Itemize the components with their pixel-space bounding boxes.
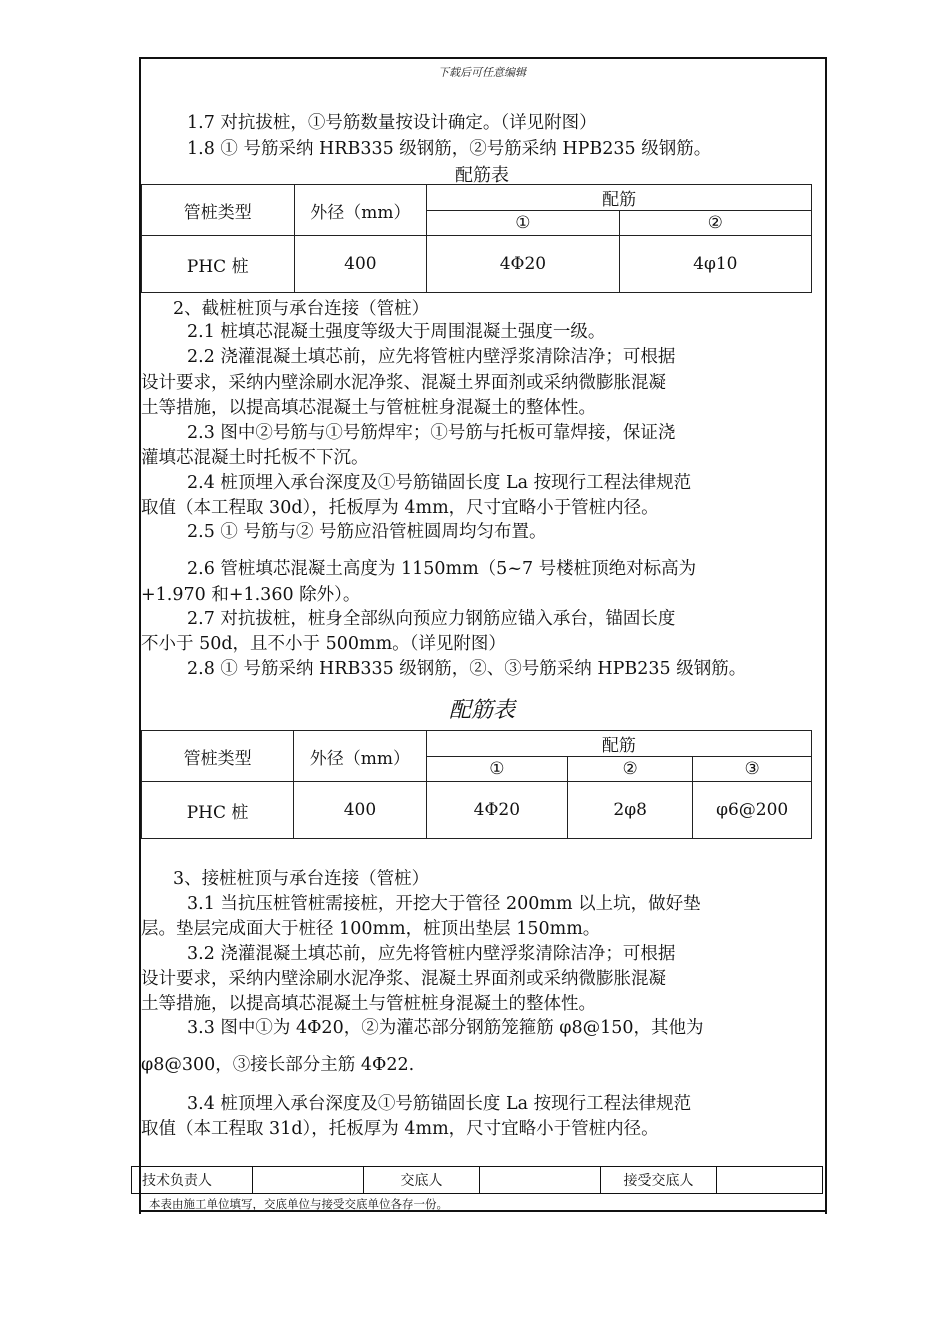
- footer-note: 本表由施工单位填写，交底单位与接受交底单位各存一份。: [149, 1197, 448, 1211]
- text-line: 设计要求，采纳内壁涂刷水泥净浆、混凝土界面剂或采纳微膨胀混凝: [141, 373, 666, 393]
- cell: PHC 桩: [142, 782, 294, 839]
- handover-field[interactable]: [480, 1167, 601, 1194]
- text-line: 2.5 ① 号筋与② 号筋应沿管桩圆周均匀布置。: [187, 522, 547, 542]
- sub-col: ①: [427, 211, 619, 236]
- col-diameter: 外径（mm）: [294, 731, 427, 782]
- sub-col: ③: [693, 757, 812, 782]
- tech-lead-label: 技术负责人: [132, 1167, 253, 1194]
- header-note: 下载后可任意编辑: [438, 66, 526, 79]
- cell: 4Φ20: [427, 236, 619, 293]
- col-type: 管桩类型: [142, 185, 295, 236]
- bottom-rule: [139, 1210, 825, 1212]
- col-rebar: 配筋: [427, 185, 812, 211]
- text-line: +1.970 和+1.360 除外）。: [141, 585, 361, 605]
- text-line: 设计要求，采纳内壁涂刷水泥净浆、混凝土界面剂或采纳微膨胀混凝: [141, 969, 666, 989]
- text-line: 取值（本工程取 30d），托板厚为 4mm，尺寸宜略小于管桩内径。: [141, 498, 659, 518]
- text-line: 2.2 浇灌混凝土填芯前，应先将管桩内壁浮浆清除洁净；可根据: [187, 347, 676, 367]
- col-type: 管桩类型: [142, 731, 294, 782]
- text-line: 2.1 桩填芯混凝土强度等级大于周围混凝土强度一级。: [187, 322, 606, 342]
- handover-label: 交底人: [364, 1167, 480, 1194]
- text-line: 2.6 管桩填芯混凝土高度为 1150mm（5~7 号楼桩顶绝对标高为: [187, 559, 697, 579]
- text-line: 2.7 对抗拔桩，桩身全部纵向预应力钢筋应锚入承台，锚固长度: [187, 609, 676, 629]
- table1-caption: 配筋表: [455, 165, 509, 186]
- cell: 2φ8: [567, 782, 692, 839]
- cell: φ6@200: [693, 782, 812, 839]
- section-heading: 3、接桩桩顶与承台连接（管桩）: [173, 869, 430, 889]
- text-line: 1.8 ① 号筋采纳 HRB335 级钢筋，②号筋采纳 HPB235 级钢筋。: [187, 139, 712, 159]
- rebar-table-2: [141, 730, 812, 839]
- text-line: 取值（本工程取 31d），托板厚为 4mm，尺寸宜略小于管桩内径。: [141, 1119, 659, 1139]
- cell: 400: [294, 236, 427, 293]
- cell: 4Φ20: [426, 782, 567, 839]
- sub-col: ①: [426, 757, 567, 782]
- text-line: 土等措施，以提高填芯混凝土与管桩桩身混凝土的整体性。: [141, 994, 596, 1014]
- text-line: 层。垫层完成面大于桩径 100mm，桩顶出垫层 150mm。: [141, 919, 601, 939]
- text-line: 2.8 ① 号筋采纳 HRB335 级钢筋，②、③号筋采纳 HPB235 级钢筋。: [187, 659, 747, 679]
- text-line: 1.7 对抗拔桩，①号筋数量按设计确定。（详见附图）: [187, 113, 597, 133]
- text-line: 3.4 桩顶埋入承台深度及①号筋锚固长度 La 按现行工程法律规范: [187, 1094, 692, 1114]
- receiver-label: 接受交底人: [601, 1167, 717, 1194]
- table2-caption: 配筋表: [448, 698, 515, 723]
- col-rebar: 配筋: [426, 731, 811, 757]
- text-line: 3.3 图中①为 4Φ20，②为灌芯部分钢筋笼箍筋 φ8@150，其他为: [187, 1018, 704, 1038]
- text-line: 土等措施，以提高填芯混凝土与管桩桩身混凝土的整体性。: [141, 398, 596, 418]
- cell: 400: [294, 782, 427, 839]
- cell: PHC 桩: [142, 236, 295, 293]
- text-line: 3.2 浇灌混凝土填芯前，应先将管桩内壁浮浆清除洁净；可根据: [187, 944, 676, 964]
- text-line: φ8@300，③接长部分主筋 4Φ22.: [141, 1055, 415, 1075]
- signature-table: [131, 1166, 823, 1194]
- section-heading: 2、截桩桩顶与承台连接（管桩）: [173, 299, 430, 319]
- col-diameter: 外径（mm）: [294, 185, 427, 236]
- receiver-field[interactable]: [717, 1167, 823, 1194]
- sub-col: ②: [567, 757, 692, 782]
- text-line: 2.3 图中②号筋与①号筋焊牢；①号筋与托板可靠焊接，保证浇: [187, 423, 676, 443]
- text-line: 3.1 当抗压桩管桩需接桩，开挖大于管径 200mm 以上坑，做好垫: [187, 894, 701, 914]
- tech-lead-field[interactable]: [253, 1167, 364, 1194]
- text-line: 灌填芯混凝土时托板不下沉。: [141, 448, 369, 468]
- text-line: 2.4 桩顶埋入承台深度及①号筋锚固长度 La 按现行工程法律规范: [187, 473, 692, 493]
- text-line: 不小于 50d，且不小于 500mm。（详见附图）: [141, 634, 506, 654]
- rebar-table-1: [141, 184, 812, 293]
- sub-col: ②: [619, 211, 811, 236]
- cell: 4φ10: [619, 236, 811, 293]
